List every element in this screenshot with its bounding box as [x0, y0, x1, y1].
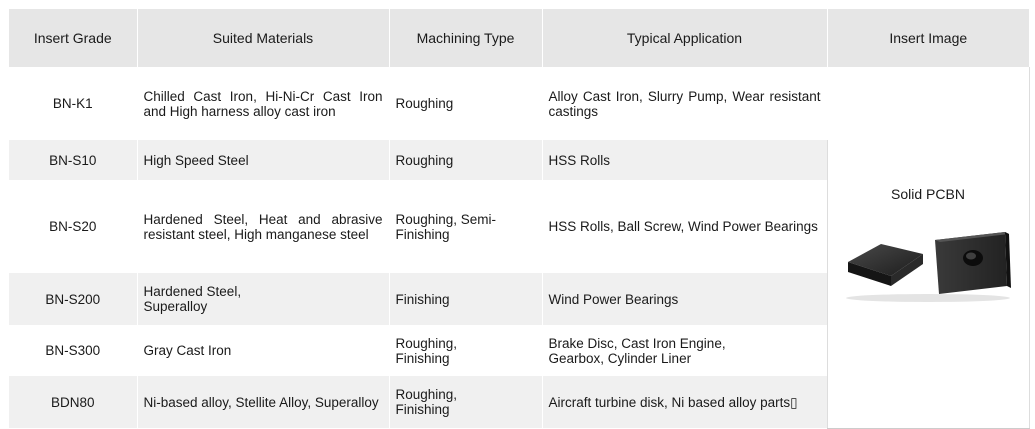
grade-cell: BN-S300: [9, 325, 137, 376]
holed-insert-shape: [935, 232, 1011, 294]
materials-cell: High Speed Steel: [137, 140, 389, 180]
materials-cell: Gray Cast Iron: [137, 325, 389, 376]
grade-cell: BDN80: [9, 376, 137, 428]
grade-cell: BN-S200: [9, 273, 137, 325]
solid-insert-shape: [848, 244, 923, 286]
insert-grade-table-container: [9, 9, 1029, 429]
application-cell: Alloy Cast Iron, Slurry Pump, Wear resistant castings: [542, 67, 827, 140]
machining-cell: Roughing, Semi-Finishing: [389, 180, 542, 273]
materials-cell: Hardened Steel, Superalloy: [137, 273, 389, 325]
machining-cell: Roughing: [389, 67, 542, 140]
table-row: [9, 67, 1029, 140]
insert-grade-table: [9, 9, 1030, 429]
machining-cell: Roughing, Finishing: [389, 325, 542, 376]
grade-cell: BN-S10: [9, 140, 137, 180]
header-insert-image: Insert Image: [827, 9, 1029, 67]
header-typical-application: Typical Application: [542, 9, 827, 67]
machining-cell: Roughing: [389, 140, 542, 180]
application-cell: HSS Rolls: [542, 140, 827, 180]
application-cell: HSS Rolls, Ball Screw, Wind Power Bearings: [542, 180, 827, 273]
application-cell: Wind Power Bearings: [542, 273, 827, 325]
pcbn-insert-image: [843, 224, 1013, 304]
application-cell: Aircraft turbine disk, Ni based alloy parts▯: [542, 376, 827, 428]
grade-cell: BN-K1: [9, 67, 137, 140]
materials-cell: Hardened Steel, Heat and abrasive resistant steel, High manganese steel: [137, 180, 389, 273]
insert-image-label: Solid PCBN: [891, 186, 965, 203]
application-cell: Brake Disc, Cast Iron Engine, Gearbox, Cylinder Liner: [542, 325, 827, 376]
materials-cell: Ni-based alloy, Stellite Alloy, Superalloy: [137, 376, 389, 428]
grade-cell: BN-S20: [9, 180, 137, 273]
header-suited-materials: Suited Materials: [137, 9, 389, 67]
machining-cell: Roughing, Finishing: [389, 376, 542, 428]
header-machining-type: Machining Type: [389, 9, 542, 67]
table-header-row: [9, 9, 1029, 67]
materials-cell: Chilled Cast Iron, Hi-Ni-Cr Cast Iron and High harness alloy cast iron: [137, 67, 389, 140]
header-insert-grade: Insert Grade: [9, 9, 137, 67]
insert-image-cell: [827, 67, 1029, 428]
machining-cell: Finishing: [389, 273, 542, 325]
